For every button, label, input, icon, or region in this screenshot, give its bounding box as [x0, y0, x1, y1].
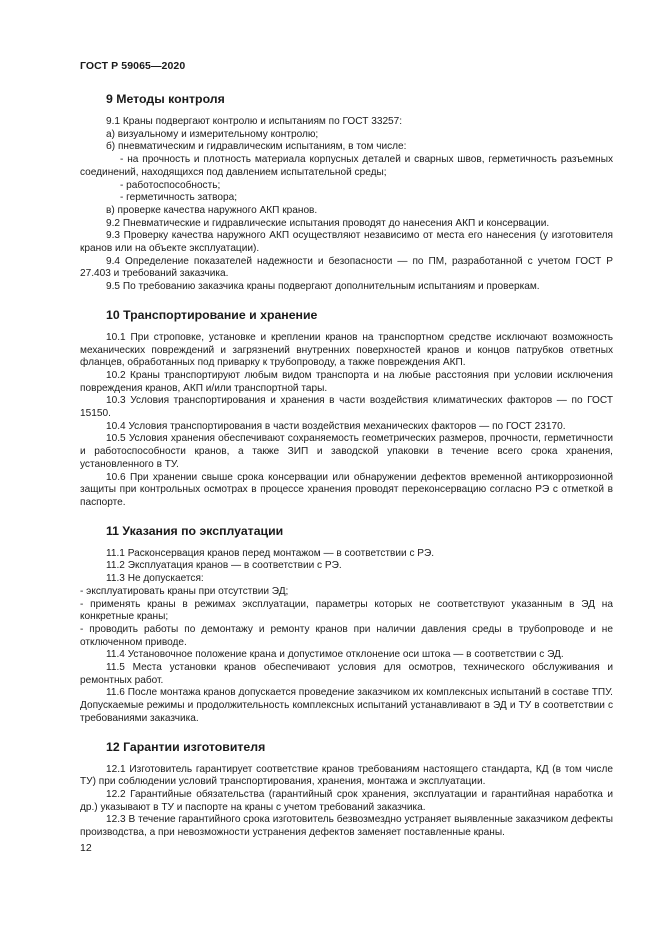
paragraph: 9.2 Пневматические и гидравлические испытания проводят до нанесения АКП и консервации. — [106, 217, 550, 229]
section-title: 11 Указания по эксплуатации — [106, 523, 284, 538]
dash-item: - эксплуатировать краны при отсутствии ЭД; — [80, 585, 289, 597]
paragraph: 10.5 Условия хранения обеспечивают сохраняемость геометрических размеров, прочности, герметичности и работоспособности кранов, а также ЗИП и заводской упаковки в течение всего срока хранения, установленного в ТУ. — [80, 433, 613, 470]
list-item: б) пневматическим и гидравлическим испытаниям, в том числе: — [106, 141, 407, 153]
section-10-transport-storage — [80, 308, 613, 510]
list-item: а) визуальному и измерительному контролю; — [106, 128, 319, 140]
section-12-warranty — [80, 740, 613, 840]
section-9-test-methods — [80, 92, 613, 294]
paragraph: 11.4 Установочное положение крана и допустимое отклонение оси штока — в соответствии с ЭД. — [106, 649, 564, 661]
list-item: в) проверке качества наружного АКП кранов. — [106, 204, 318, 216]
dash-item: - на прочность и плотность материала корпусных деталей и сварных швов, герметичность разъемных соединений, находящихся под давлением испытательной среды; — [80, 154, 613, 178]
paragraph: 12.3 В течение гарантийного срока изготовитель безвозмездно устраняет выявленные заказчиком дефекты производства, а при невозможности устранения дефектов заменяет поставленные краны. — [80, 814, 613, 839]
dash-item: - применять краны в режимах эксплуатации, параметры которых не соответствуют указанным в ЭД на конкретные краны; — [80, 598, 613, 623]
paragraph: 11.3 Не допускается: — [106, 573, 204, 585]
section-title: 10 Транспортирование и хранение — [106, 307, 318, 322]
dash-item: - работоспособность; — [120, 179, 221, 191]
section-11-operation — [80, 524, 613, 726]
paragraph: 9.4 Определение показателей надежности и безопасности — по ПМ, разработанной с учетом ГОСТ Р 27.403 и требований заказчика. — [80, 255, 613, 280]
paragraph: 9.5 По требованию заказчика краны подвергают дополнительным испытаниям и проверкам. — [106, 281, 540, 293]
standard-header: ГОСТ Р 59065—2020 — [80, 60, 186, 72]
section-title: 9 Методы контроля — [106, 92, 225, 106]
dash-item: - герметичность затвора; — [120, 192, 238, 204]
paragraph: 9.1 Краны подвергают контролю и испытаниям по ГОСТ 33257: — [106, 116, 403, 127]
paragraph: 10.2 Краны транспортируют любым видом транспорта и на любые расстояния при условии исключения повреждения кранов, АКП и/или транспортной тары. — [80, 369, 613, 394]
dash-item: - проводить работы по демонтажу и ремонту кранов при наличии давления среды в трубопроводе и не отключенном приводе. — [80, 623, 613, 648]
paragraph: 10.4 Условия транспортирования в части воздействия механических факторов — по ГОСТ 23170. — [106, 420, 566, 432]
paragraph: 9.3 Проверку качества наружного АКП осуществляют независимо от места его нанесения (у изготовителя кранов или на объекте эксплуатации). — [80, 230, 613, 255]
page-number: 12 — [80, 842, 92, 854]
section-title: 12 Гарантии изготовителя — [106, 739, 266, 754]
paragraph: 11.6 После монтажа кранов допускается проведение заказчиком их комплексных испытаний в составе ТПУ. Допускаемые режимы и продолжительность комплексных испытаний устанавливают в ЭД и ТУ в соответствии с требованиями заказчика. — [80, 687, 613, 724]
paragraph: 10.1 При строповке, установке и креплении кранов на транспортном средстве исключают возможность механических повреждений и загрязнений внутренних поверхностей кранов и концов патрубков ответных фланцев, обработанных под приварку к трубопроводу, а также повреждения АКП. — [80, 331, 613, 369]
paragraph: 10.6 При хранении свыше срока консервации или обнаружении дефектов временной антикоррозионной защиты при контрольных осмотрах в процессе хранения проводят переконсервацию согласно РЭ с отметкой в паспорте. — [80, 471, 613, 508]
paragraph: 12.2 Гарантийные обязательства (гарантийный срок хранения, эксплуатации и гарантийная наработка и др.) указывают в ТУ и паспорте на краны с учетом требований заказчика. — [80, 788, 613, 813]
paragraph: 11.5 Места установки кранов обеспечивают условия для осмотров, технического обслуживания и ремонтных работ. — [80, 662, 613, 686]
paragraph: 11.2 Эксплуатация кранов — в соответствии с РЭ. — [106, 560, 342, 572]
paragraph: 11.1 Расконсервация кранов перед монтажом — в соответствии с РЭ. — [106, 547, 435, 559]
document-body — [80, 92, 613, 854]
paragraph: 10.3 Условия транспортирования и хранения в части воздействия климатических факторов — по ГОСТ 15150. — [80, 395, 613, 420]
paragraph: 12.1 Изготовитель гарантирует соответствие кранов требованиям настоящего стандарта, КД (в том числе ТУ) при соблюдении условий транспортирования, хранения, монтажа и эксплуатации. — [80, 763, 613, 788]
